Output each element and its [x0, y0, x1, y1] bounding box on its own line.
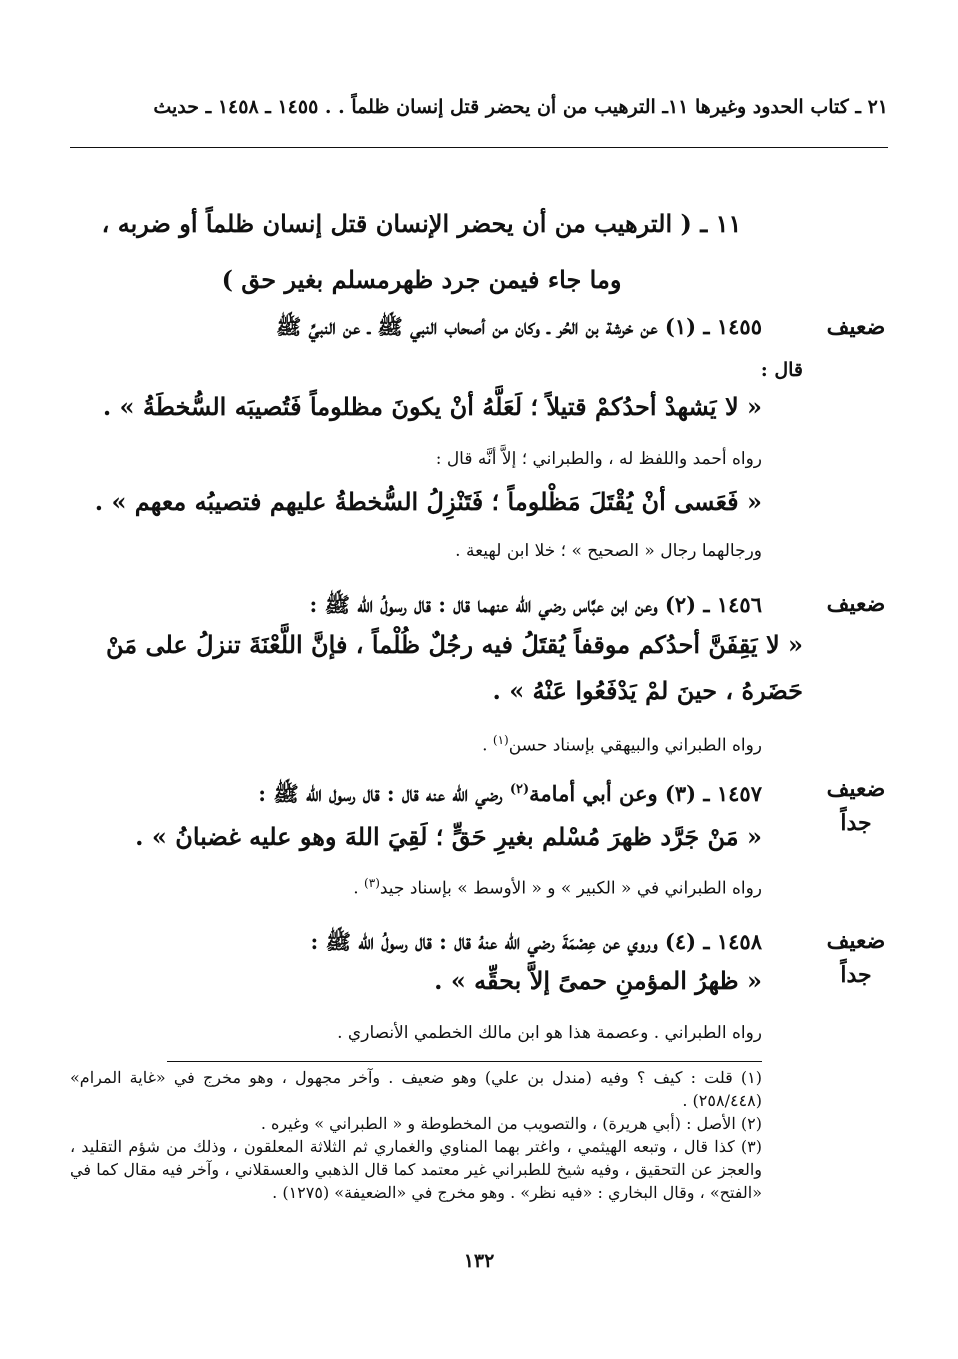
chapter-title-line-1: ١١ ـ ( الترهيب من أن يحضر الإنسان قتل إنسان ظلماً أو ضربه ،	[101, 209, 742, 238]
header-divider	[70, 147, 888, 148]
chapter-title-line-2: وما جاء فيمن جرد ظهرمسلم بغير حق )	[221, 265, 622, 294]
footnotes	[70, 1066, 762, 1204]
hadith-1457-matn: « مَنْ جَرَّد ظهرَ مُسْلم بغيرِ حَقٍّ ؛ لَقِيَ اللهَ وهو عليه غضبانُ » .	[135, 822, 762, 851]
footnote-3: (٣) كذا قال ، وتبعه الهيثمي ، واغتر بهما المناوي والغماري ثم الثلاثة المعلقون ، وذلك من شؤم التقليد ، والعجز عن التحقيق ، وفيه شيخ للطبراني غير معتمد كما قال الذهبي والعسقلاني ، وآخر فيه مقال كما في «الفتح» ، وقال البخاري : «فيه نظر» . وهو مخرج في «الضعيفة» (١٢٧٥) .	[70, 1137, 762, 1202]
hadith-1455-matn: « لا يَشهدْ أحدُكمْ قتيلاً ؛ لَعَلَّهُ أنْ يكونَ مظلوماً فَتُصيبَه السُّخطَةُ » .	[102, 392, 762, 421]
footnote-1: (١) قلت : كيف ؟ وفيه (مندل بن علي) وهو ضعيف . وآخر مجهول ، وهو مخرج في «غاية المرام» (٢٥٨/٤٤٨) .	[70, 1068, 762, 1110]
hadith-1456-matn-line-2: حَضَرهُ ، حينَ لمْ يَدْفَعُوا عَنْهُ » .	[492, 676, 803, 705]
hadith-1455-heading: ١٤٥٥ ـ (١) عن خرشة بن الحُر ـ وكان من أصحاب النبي ﷺ ـ عن النبيِّ ﷺ	[275, 314, 762, 339]
hadith-1456-heading: ١٤٥٦ ـ (٢) وعن ابن عبَّاس رضي الله عنهما قال : قال رسولُ الله ﷺ :	[309, 592, 762, 617]
page-number: ١٣٢	[463, 1250, 495, 1272]
grade-label-1458: ضعيف جداً	[826, 928, 886, 988]
running-header: ٢١ ـ كتاب الحدود وغيرها ١١ـ الترهيب من أن يحضر قتل إنسان ظلماً . . ١٤٥٥ ـ ١٤٥٨ ـ حديث	[153, 96, 888, 118]
chapter-title	[100, 196, 743, 308]
hadith-1456-matn-line-1: « لا يَقِفَنَّ أحدُكم موقفاً يُقتَلُ فيه رجُلٌ ظُلْماً ، فإنَّ اللَّعْنَةَ تنزلُ على مَنْ	[106, 630, 803, 659]
footnote-divider	[167, 1061, 762, 1062]
hadith-1455-narration: رواه أحمد واللفظ له ، والطبراني ؛ إلاَّ أنَّه قال :	[435, 449, 762, 469]
hadith-1458-heading: ١٤٥٨ ـ (٤) وروي عن عِصْمَةَ رضي الله عنهُ قال : قال رسولُ الله ﷺ :	[310, 929, 762, 954]
hadith-1456-narration: رواه الطبراني والبيهقي بإسناد حسن$^{(١)}$ .	[482, 733, 762, 756]
footnote-ref-3: (٣)	[364, 876, 380, 890]
grade-label-1455: ضعيف	[826, 314, 886, 340]
hadith-1457-heading: ١٤٥٧ ـ (٣) وعن أبي أمامة$^{(٢)}$ رضي الله عنه قال : قال رسول الله ﷺ :	[258, 781, 762, 806]
footnote-ref-2: (٢)	[509, 782, 530, 797]
hadith-1457-narration: رواه الطبراني في « الكبير » و « الأوسط » بإسناد جيد$^{(٣)}$ .	[353, 876, 762, 899]
footnote-2: (٢) الأصل : (أبي هريرة) ، والتصويب من المخطوطة و « الطبراني » وغيره .	[260, 1114, 762, 1133]
hadith-1455-heading-cont: قال :	[760, 359, 803, 381]
footnote-ref-1: (١)	[492, 733, 509, 747]
grade-label-1456: ضعيف	[826, 591, 886, 617]
hadith-1458-matn: « ظهرُ المؤمنِ حمىً إلاَّ بحقِّه » .	[434, 966, 762, 995]
hadith-1455-narrators-note: ورجالهما رجال « الصحيح » ؛ خلا ابن لهيعة .	[455, 541, 762, 561]
hadith-1458-narration: رواه الطبراني . وعصمة هذا هو ابن مالك الخطمي الأنصاري .	[337, 1023, 762, 1043]
grade-label-1457: ضعيف جداً	[826, 776, 886, 836]
hadith-1455-variant-text: « فَعَسى أنْ يُقْتَلَ مَظْلوماً ؛ فَتَنْزِلُ السُّخطةُ عليهم فتصيبُه معهم » .	[94, 487, 762, 516]
